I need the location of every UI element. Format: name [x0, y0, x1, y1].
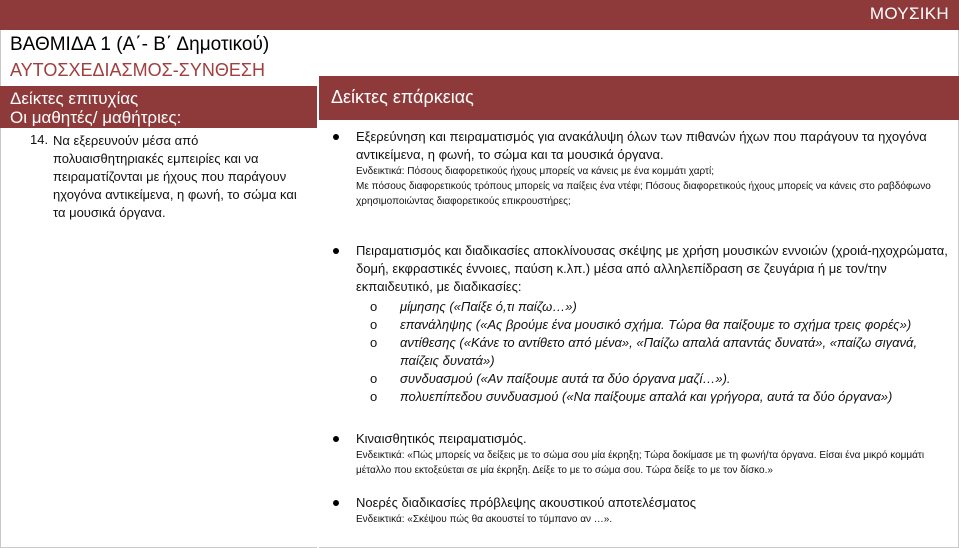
- indicator-main-text: Εξερεύνηση και πειραματισμός για ανακάλυψη όλων των πιθανών ήχων που παράγουν τα ηχογόνα αντικείμενα, η φωνή, το σώμα και τα μουσικά όργανα.: [356, 129, 927, 162]
- performance-indicators-heading: [319, 76, 959, 120]
- bullet-item: [330, 128, 952, 209]
- indicator-detail: Ενδεικτικά: «Πώς μπορείς να δείξεις με το σώμα σου μία έκρηξη; Τώρα δοκίμασε με τη φωνή/τα όργανα. Είσαι ένα μικρό κομμάτι μέταλλο που εκτοξεύεται σε μία έκρηξη. Δείξε το με το σώμα σου. Τώρα δείξε το με τον δίσκο.»: [356, 450, 925, 476]
- performance-heading-title: Δείκτες επάρκειας: [331, 87, 474, 107]
- indicator-block-4: [330, 494, 952, 527]
- indicator-block-2: [330, 242, 952, 406]
- success-indicators-heading: [0, 86, 317, 128]
- indicator-main-text: Κιναισθητικός πειραματισμός.: [356, 431, 527, 446]
- bullet-dot-icon: [333, 134, 339, 140]
- circle-bullet-icon: o: [370, 335, 378, 350]
- circle-bullet-icon: o: [370, 299, 378, 314]
- circle-bullet-icon: o: [370, 389, 378, 404]
- sublist-item: [330, 316, 952, 334]
- goal-text: Να εξερευνούν μέσα από πολυαισθητηριακές εμπειρίες και να πειραματίζονται με ήχους που παράγουν ηχογόνα αντικείμενα, η φωνή, το σώμα και τα μουσικά όργανα.: [53, 133, 297, 220]
- circle-bullet-icon: o: [370, 371, 378, 386]
- sublist-item-text: συνδυασμού («Αν παίξουμε αυτά τα δύο όργανα μαζί…»).: [400, 371, 731, 386]
- sublist-item-text: αντίθεσης («Κάνε το αντίθετο από μένα», «Παίζω απαλά απαντάς δυνατά», «παίζω σιγανά, παίζεις δυνατά»): [400, 335, 918, 368]
- indicator-block-3: [330, 430, 952, 478]
- bullet-item: [330, 494, 952, 527]
- goal-number: 14.: [30, 132, 49, 147]
- top-header-band: [0, 0, 959, 30]
- success-heading-line2: Οι μαθητές/ μαθήτριες:: [10, 108, 182, 127]
- sublist-item-text: μίμησης («Παίξε ό,τι παίζω…»): [400, 299, 577, 314]
- indicator-main-text: Νοερές διαδικασίες πρόβλεψης ακουστικού αποτελέσματος: [356, 495, 697, 510]
- grade-title: ΒΑΘΜΙΔΑ 1 (Α΄- Β΄ Δημοτικού): [10, 34, 270, 55]
- bullet-dot-icon: [333, 436, 339, 442]
- circle-bullet-icon: o: [370, 317, 378, 332]
- topic-title: ΑΥΤΟΣΧΕΔΙΑΣΜΟΣ-ΣΥΝΘΕΣΗ: [10, 60, 266, 80]
- subject-label: ΜΟΥΣΙΚΗ: [869, 4, 949, 23]
- bullet-item: [330, 242, 952, 296]
- indicator-detail: Ενδεικτικά: «Σκέψου πώς θα ακουστεί το τύμπανο αν …».: [356, 514, 613, 525]
- sublist-item: [330, 298, 952, 316]
- left-column: [0, 30, 317, 548]
- process-sublist: [330, 298, 952, 406]
- sublist-item-text: επανάληψης («Ας βρούμε ένα μουσικό σχήμα. Τώρα θα παίξουμε το σχήμα τρεις φορές»): [400, 317, 912, 332]
- sublist-item: [330, 334, 952, 370]
- success-heading-line1: Δείκτες επιτυχίας: [10, 89, 139, 108]
- bullet-dot-icon: [333, 500, 339, 506]
- bullet-dot-icon: [333, 248, 339, 254]
- indicator-detail: Με πόσους διαφορετικούς τρόπους μπορείς να παίξεις ένα ντέφι; Πόσους διαφορετικούς ήχους μπορείς να κάνεις στο ραβδόφωνο χρησιμοποιώντας διαφορετικούς επικρουστήρες;: [356, 181, 931, 207]
- sublist-item-text: πολυεπίπεδου συνδυασμού («Να παίξουμε απαλά και γρήγορα, αυτά τα δύο όργανα»): [400, 389, 893, 404]
- indicator-block-1: [330, 128, 952, 209]
- sublist-item: [330, 388, 952, 406]
- sublist-item: [330, 370, 952, 388]
- indicator-main-text: Πειραματισμός και διαδικασίες αποκλίνουσας σκέψης με χρήση μουσικών εννοιών (χροιά-ηχοχρώματα, δομή, εκφραστικές έννοιες, παύση κ.λπ.) μέσα από αλληλεπίδραση σε ζευγάρια ή με τον/την εκπαιδευτικό, με διαδικασίες:: [356, 243, 948, 294]
- indicator-detail: Ενδεικτικά: Πόσους διαφορετικούς ήχους μπορείς να κάνεις με ένα κομμάτι χαρτί;: [356, 166, 715, 177]
- bullet-item: [330, 430, 952, 478]
